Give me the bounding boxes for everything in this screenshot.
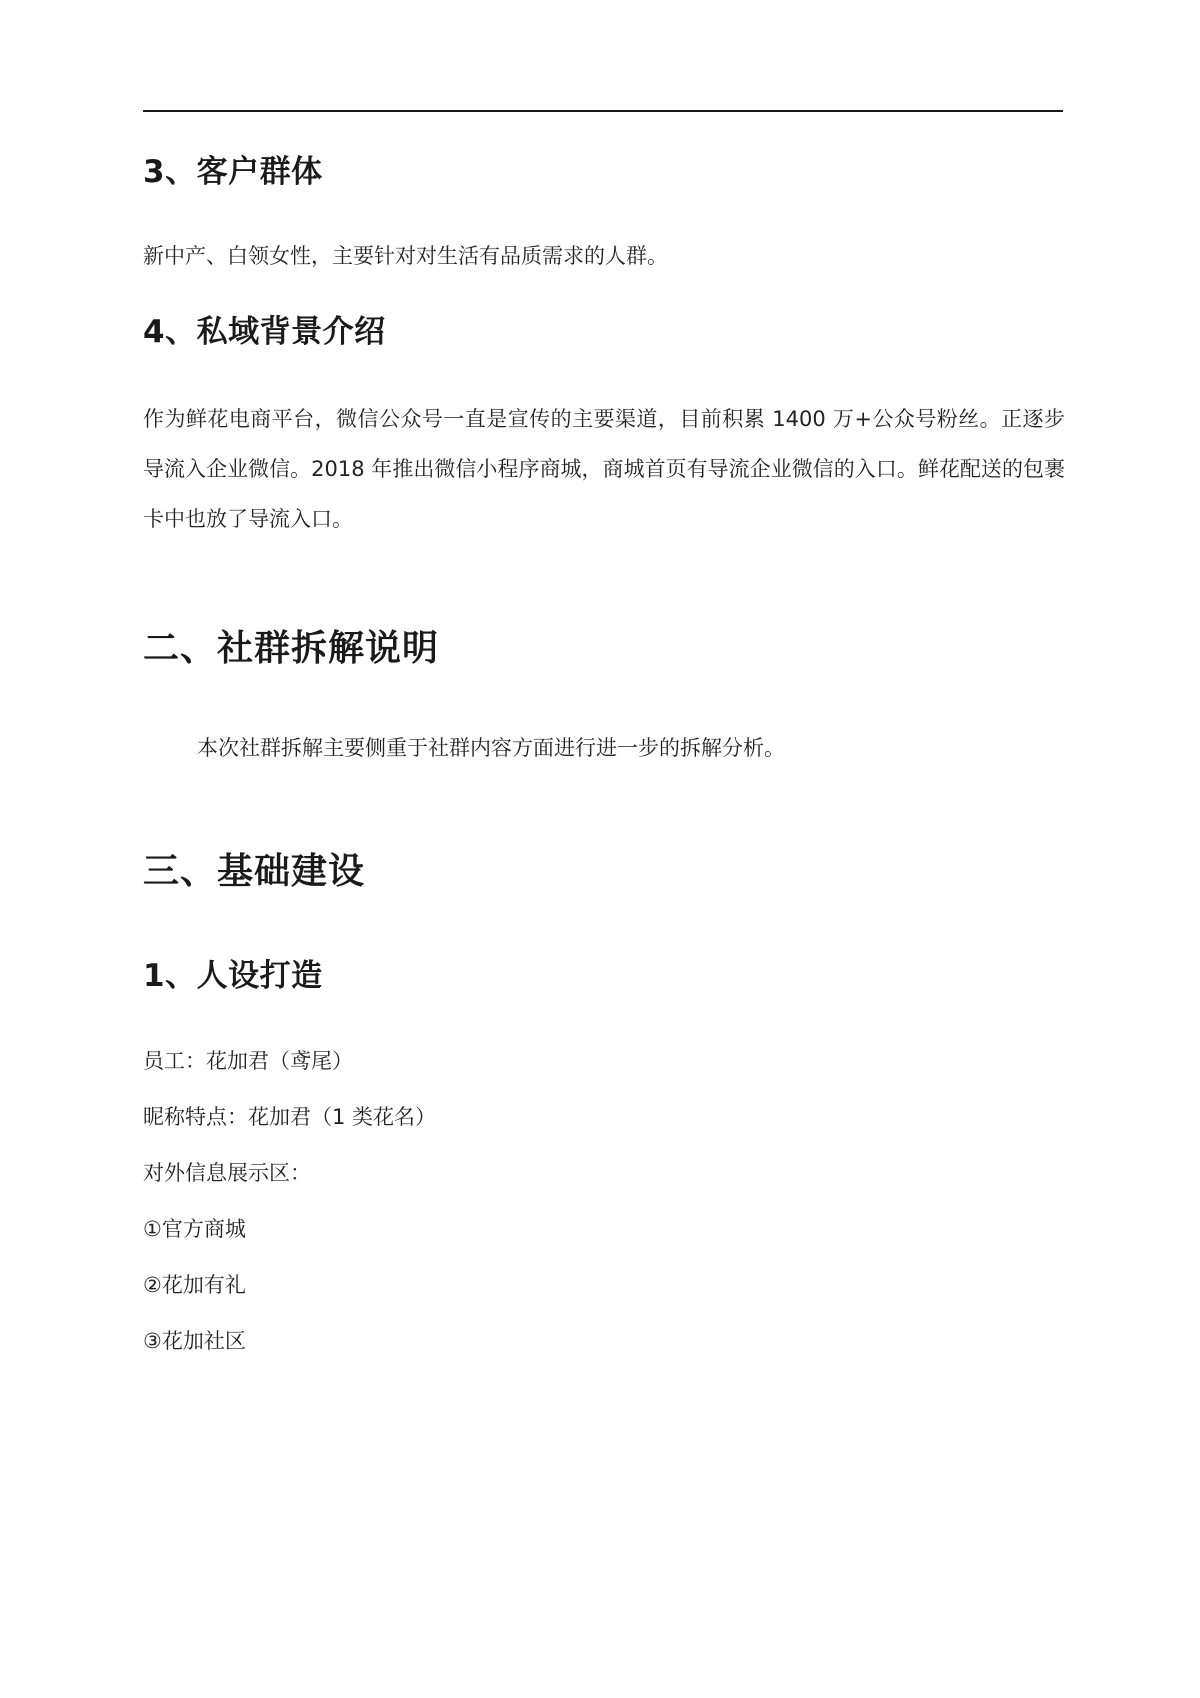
persona-line-employee: 员工：花加君（鸢尾） (143, 1049, 353, 1073)
top-divider (143, 110, 1063, 112)
persona-line-huajia-community: ③花加社区 (143, 1329, 246, 1353)
persona-line-nickname: 昵称特点：花加君（1 类花名） (143, 1105, 437, 1129)
persona-line-huajia-gifts: ②花加有礼 (143, 1273, 246, 1297)
heading-community-teardown: 二、社群拆解说明 (143, 628, 440, 669)
private-domain-text: 作为鲜花电商平台，微信公众号一直是宣传的主要渠道，目前积累 1400 万+公众号粉丝。正逐步导流入企业微信。2018 年推出微信小程序商城，商城首页有导流企业微信的入口。鲜花配送的包裹卡中也放了导流入口。 (143, 407, 1065, 531)
heading-customer-group: 3、客户群体 (143, 154, 323, 190)
persona-line-info-area: 对外信息展示区： (143, 1161, 311, 1185)
heading-persona: 1、人设打造 (143, 958, 323, 994)
community-teardown-text: 本次社群拆解主要侧重于社群内容方面进行进一步的拆解分析。 (197, 736, 785, 760)
persona-line-official-mall: ①官方商城 (143, 1217, 246, 1241)
customer-group-text: 新中产、白领女性，主要针对对生活有品质需求的人群。 (143, 244, 668, 268)
heading-infrastructure: 三、基础建设 (143, 851, 366, 892)
heading-private-domain: 4、私域背景介绍 (143, 314, 386, 350)
